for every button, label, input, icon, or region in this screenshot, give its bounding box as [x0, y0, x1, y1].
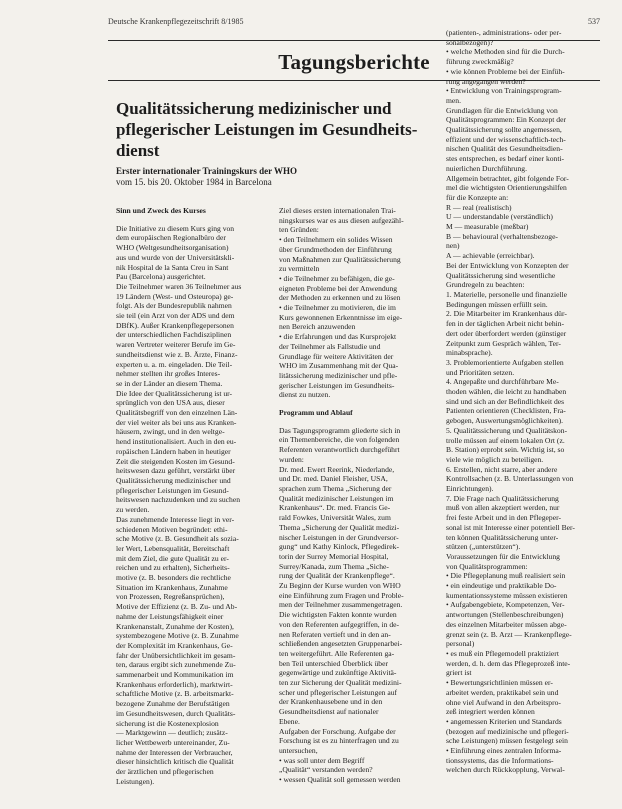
text-line: 6. Erstellen, nicht starre, aber andere [446, 464, 558, 474]
text-line: Pau (Barcelona) ausgerichtet. [116, 272, 206, 282]
text-line: dieser hinsichtlich kritisch die Qualität [116, 757, 234, 767]
text-line: Zu Beginn der Kurse wurden von WHO [279, 581, 401, 591]
text-line: der viel weiter als bei uns aus Kranken- [116, 417, 237, 427]
text-line: sind und sich an der Befindlichkeit des [446, 396, 565, 406]
text-line: Kontrollsachen (z. B. Unterlassungen von [446, 474, 574, 484]
column-3 [446, 28, 600, 775]
spacer [279, 400, 436, 408]
article-title-line: pflegerischer Leistungen im Gesundheits- [116, 120, 418, 139]
text-line: „Qualität“ verstanden werden? [279, 765, 373, 775]
text-line: Grundlage für weitere Aktivitäten der [279, 351, 394, 361]
text-line: A — achievable (erreichbar). [446, 251, 535, 261]
text-line: der ärztlichen und pflegerischen [116, 767, 214, 777]
text-line: der Teilnehmer als Fallstudie und [279, 341, 381, 351]
text-line: von Qualitätsprogrammen: [446, 561, 528, 571]
text-line: WHO im Zusammenhang mit der Qua- [279, 361, 399, 371]
text-line: • wie können Probleme bei der Einfüh- [446, 66, 565, 76]
text-line: heitswesen nachzudenken und zu suchen [116, 495, 240, 505]
text-line: muß von allen akzeptiert werden, nur [446, 503, 560, 513]
subtitle-date: vom 15. bis 20. Oktober 1984 in Barcelona [116, 177, 272, 187]
column-2 [279, 206, 436, 785]
text-line: und Dr. med. Daniel Fleisher, USA, [279, 474, 388, 484]
text-line: der unterschiedlichen Fachdisziplinen [116, 330, 232, 340]
text-line: motive (z. B. besonders die rechtliche [116, 573, 231, 583]
text-line: U — understandable (verständlich) [446, 212, 553, 222]
text-line: • Entwicklung von Trainingsprogram- [446, 86, 562, 96]
text-line: gegenwärtige und zukünftige Aktivitä- [279, 668, 397, 678]
text-line: häusern, zwingt, und in den weltge- [116, 427, 225, 437]
text-line: 2. Die Mitarbeiter im Krankenhaus dür- [446, 309, 567, 319]
text-line: • es muß ein Pflegemodell praktiziert [446, 649, 559, 658]
text-line: schließenden angesetzten Gruppenarbei- [279, 639, 403, 649]
text-line: nischen Qualität des Gesundheitsdien- [446, 144, 563, 154]
text-line: Leistungen). [116, 776, 155, 786]
text-line: • welche Methoden sind für die Durch- [446, 47, 565, 57]
text-line: 5. Qualitätssicherung und Qualitätskon- [446, 425, 568, 435]
text-line: sprachen zum Thema „Sicherung der [279, 483, 392, 493]
text-line: des einzelnen Mitarbeiter müssen abge- [446, 619, 567, 629]
text-line: WHO (Weltgesundheitsorganisation) [116, 243, 229, 253]
text-line: der Krankenhausebene und in den [279, 697, 383, 707]
text-line: • ein eindeutige und praktikable Do- [446, 581, 557, 591]
text-line: minabsprache). [446, 348, 493, 358]
text-line: licher Wettbewerb untereinander, Zu- [116, 737, 230, 747]
text-line: Einrichtungen). [446, 484, 494, 494]
text-line: zeß integriert werden können [446, 707, 535, 717]
text-line: experten u. a. m. eingeladen. Die Teil- [116, 359, 233, 369]
text-line: 4. Angepaßte und durchführbare Me- [446, 377, 559, 387]
text-line: • die Teilnehmer zu motivieren, die im [279, 303, 396, 313]
text-line: R — real (realistisch) [446, 202, 512, 212]
text-line: Aufgaben der Forschung. Aufgabe der [279, 726, 396, 736]
text-line: Qualitätssicherung medizinischer und [116, 475, 231, 485]
text-line: Qualitätssicherung sollte angemessen, [446, 125, 562, 135]
text-line: werden, d. h. dem das Pflegeprozeß inte- [446, 658, 571, 668]
text-line: • Einführung eines zentralen Informa- [446, 746, 562, 756]
text-line: ohne viel Aufwand in den Arbeitspro- [446, 697, 561, 707]
text-line: • was soll unter dem Begriff [279, 755, 365, 765]
text-line: nuierlichen Durchführung. [446, 163, 527, 173]
text-line: Forschung ist es zu hinterfragen und zu [279, 736, 399, 746]
text-line: untersuchen, [279, 745, 318, 755]
text-line: Situation im Krankenhaus, Zunahme [116, 582, 228, 592]
text-line: • die Erfahrungen und das Kursprojekt [279, 332, 397, 342]
text-line: dienst zu nutzen. [279, 390, 331, 400]
subtitle-line: Erster internationaler Trainingskurs der WHO [116, 166, 298, 176]
text-line: ten weitergeführt. Alle Referenten ga- [279, 648, 395, 658]
text-line: rald Fowkes, Universität Wales, zum [279, 513, 391, 523]
text-line: nen) [446, 241, 460, 251]
text-line: mit dem Ziel, die gute Qualität zu er- [116, 553, 229, 563]
text-line: litätssicherung medizinischer und pfle- [279, 370, 398, 380]
text-line: Grundregeln zu beachten: [446, 280, 525, 290]
text-line: personal) [446, 639, 475, 649]
text-line: Qualitätsbegriff von den einzelnen Län- [116, 408, 238, 418]
text-line: ningskurses war es aus diesen aufgezähl- [279, 215, 404, 225]
text-line: ten zur Sicherung der Qualität medizini- [279, 678, 402, 688]
text-line: sonal ist mit Interesse einer potentiell Ber- [446, 522, 575, 532]
text-line: für die Konzepte an: [446, 192, 509, 202]
text-line: stützen („unterstützen“). [446, 542, 521, 552]
text-line: B — behavioural (verhaltensbezoge- [446, 231, 558, 241]
text-line: welchen durch Rückkopplung, Verwal- [446, 765, 565, 775]
text-line: 3. Problemorientierte Aufgaben stellen [446, 357, 564, 367]
text-line: scher und pflegerischer Leistungen auf [279, 687, 398, 697]
text-line: • die Teilnehmer zu befähigen, die ge- [279, 273, 395, 283]
text-line: men der Teilnehmer zusammengetragen. [279, 600, 403, 610]
text-line: Qualität medizinischer Leistungen im [279, 493, 394, 503]
text-line: nen Bereich anzuwenden [279, 322, 356, 332]
text-line: gerischer Leistungen im Gesundheits- [279, 380, 395, 390]
text-line: ropäischen Ländern haben in heutiger [116, 446, 231, 456]
text-line: Qualitätssicherung sind wesentliche [446, 270, 556, 280]
text-line: tionssystems, das die Informations- [446, 755, 554, 765]
text-line: der Methoden zu erkennen und zu lösen [279, 293, 401, 303]
text-line: kumentationssysteme müssen existieren [446, 590, 568, 600]
text-line: 7. Die Frage nach Qualitätssicherung [446, 493, 559, 503]
text-line: Zeitpunkt zum Gespräch wählen, Ter- [446, 338, 561, 348]
text-line: — Marktgewinn — deutlich; zusätz- [116, 728, 228, 738]
text-line: zu werden. [116, 505, 150, 515]
text-line: pflegerischer Leistungen im Gesund- [116, 485, 229, 495]
text-line: nen Referaten vertieft und in den an- [279, 629, 391, 639]
text-line: DBfK). Außer Krankenpflegepersonen [116, 320, 234, 330]
page-number: 537 [588, 17, 600, 26]
column-1 [116, 206, 270, 786]
text-line: von den Referenten aufgegriffen, in de- [279, 619, 400, 629]
text-line: Surrey/Kanada, zum Thema „Siche- [279, 561, 389, 571]
text-line: im Gesundheitswesen, durch Qualitäts- [116, 708, 236, 718]
text-line: Grundlagen für die Entwicklung von [446, 105, 558, 115]
running-head-journal: Deutsche Krankenpflegezeitschrift 8/1985 [108, 17, 244, 26]
text-line: ler Wert, Lebensqualität, Bereitschaft [116, 543, 230, 553]
text-line: rung angegangen werden? [446, 76, 526, 86]
text-line: sammenarbeit und Kommunikation im [116, 670, 234, 680]
text-line: ten, daraus ergibt sich zunehmende Zu- [116, 660, 236, 670]
text-line: frei feste Arbeit und in den Pflegeper- [446, 513, 561, 523]
text-line: und Prioritäten setzen. [446, 367, 515, 377]
text-line: • Bewertungsrichtlinien müssen er- [446, 678, 553, 688]
text-line: • Die Pflegeplanung muß realisiert sein [446, 571, 566, 581]
text-line: Die Initiative zu diesem Kurs ging von [116, 223, 235, 233]
text-line: aus und wurde von der Universitätskli- [116, 252, 235, 262]
text-line: gebogen, Auswertungsmöglichkeiten). [446, 416, 564, 426]
text-line: nik Hospital de la Santa Creu in Sant [116, 262, 229, 272]
text-line: von Prozessen, Regreßansprüchen), [116, 592, 225, 602]
text-line: Patienten orientieren (Checklisten, Fra- [446, 406, 566, 416]
text-line: sonalbezogen)? [446, 37, 494, 47]
text-line: sicherung ist die Kostenexplosion [116, 718, 219, 728]
text-line: Krankenhaus erforderlich), marktwirt- [116, 679, 233, 689]
text-line: stes entsprechen, es bedarf einer konti- [446, 154, 565, 164]
text-line: Thema „Sicherung der Qualität medizi- [279, 522, 400, 532]
text-line: griert ist [446, 668, 472, 678]
text-line: Ebene. [279, 716, 300, 726]
text-line: • wessen Qualität soll gemessen werden [279, 775, 401, 785]
text-line: wurden: [279, 454, 304, 464]
text-line: ten können Qualitätssicherung unter- [446, 532, 559, 542]
text-line: sie teil (ein Arzt von der ADS und dem [116, 311, 235, 321]
text-line: Das Tagungsprogramm gliederte sich in [279, 425, 401, 435]
text-line: Gesundheitsdienst auf nationaler [279, 707, 379, 717]
text-line: (patienten-, administrations- oder per- [446, 28, 562, 37]
running-head [108, 17, 600, 26]
text-line: rung der Qualität der Krankenpflege“. [279, 571, 395, 581]
text-line: bezogene Zunahme der Berufstätigen [116, 699, 230, 709]
text-line: eine Einführung zum Fragen und Proble- [279, 590, 404, 600]
text-line: Kurs gewonnenen Erkenntnisse im eige- [279, 312, 403, 322]
text-line: folgt. Als der Bundesrepublik nahmen [116, 301, 232, 311]
text-line: se in der Länder an diesem Thema. [116, 378, 223, 388]
text-line: Das zunehmende Interesse liegt in ver- [116, 514, 235, 524]
text-line: (bezogen auf medizinische und pflegeri- [446, 726, 569, 736]
text-line: Zeit die steigenden Kosten im Gesund- [116, 456, 235, 466]
text-line: Motive der Effizienz (z. B. Zu- und Ab- [116, 602, 238, 612]
text-line: dert oder überfordert werden (günstiger [446, 328, 567, 338]
article-title-line: dienst [116, 141, 160, 160]
text-line: Die Teilnehmer waren 36 Teilnehmer aus [116, 281, 242, 291]
text-line: nahme der Interessen der Verbraucher, [116, 747, 233, 757]
text-line: Bedingungen müssen erfüllt sein. [446, 299, 548, 309]
text-line: fen in der täglichen Arbeit nicht behin- [446, 319, 565, 329]
section-title: Tagungsberichte [278, 50, 430, 74]
text-line: sundheitsdienst wie z. B. Ärzte, Finanz- [116, 349, 238, 359]
text-line: antwortungen (Stellenbeschreibungen) [446, 610, 564, 620]
article-title [116, 98, 416, 161]
text-line: effizient und der wissenschaftlich-tech- [446, 134, 566, 144]
text-line: Krankenanstalt, Zunahme der Kosten), [116, 621, 234, 631]
section-heading: Sinn und Zweck des Kurses [116, 206, 206, 215]
text-line: nahme der Leistungsfähigkeit einer [116, 611, 224, 621]
text-line: • Aufgabengebiete, Kompetenzen, Ver- [446, 600, 565, 610]
text-line: der Komplexität im Krankenhaus, Ge- [116, 640, 233, 650]
text-line: Referenten verantwortlich durchgeführt [279, 445, 400, 455]
text-line: waren Vertreter weiterer Berufe im Ge- [116, 340, 236, 350]
text-line: thoden wählen, die leicht zu handhaben [446, 387, 567, 397]
text-line: torin der Surrey Memorial Hospital, [279, 551, 389, 561]
text-line: dem europäischen Regionalbüro der [116, 233, 226, 243]
text-line: Bei der Entwicklung von Konzepten der [446, 260, 569, 270]
text-line: ten Gründen: [279, 225, 319, 235]
text-line: heitswesen dazu geführt, verstärkt über [116, 466, 236, 476]
article-subtitle [116, 166, 426, 188]
text-line: reichen und zu erhalten), Sicherheits- [116, 563, 230, 573]
text-line: sprünglich von den USA aus, dieser [116, 398, 225, 408]
text-line: gung“ und Kathy Kinlock, Pflegedirek- [279, 542, 399, 552]
text-line: mel die wichtigsten Orientierungshilfen [446, 183, 567, 193]
text-line: nehmer stellten ihr großes Interes- [116, 369, 221, 379]
text-line: 19 Ländern (West- und Osteuropa) ge- [116, 291, 234, 301]
text-line: grenzt sein (z. B. Arzt — Krankenpflege- [446, 629, 572, 639]
text-line: viele wie möglich zu beteiligen. [446, 454, 544, 464]
text-line: Ziel dieses ersten internationalen Trai- [279, 206, 396, 215]
text-line: • angemessen Kriterien und Standards [446, 716, 562, 726]
text-line: • den Teilnehmern ein solides Wissen [279, 235, 393, 245]
text-line: sche Motive (z. B. Gesundheit als sozia- [116, 534, 239, 544]
article-title-line: Qualitätssicherung medizinischer und [116, 99, 392, 118]
text-line: Allgemein betrachtet, gibt folgende For- [446, 173, 569, 183]
text-line: M — measurable (meßbar) [446, 222, 529, 232]
section-heading: Programm und Ablauf [279, 408, 353, 418]
text-line: men. [446, 95, 461, 105]
text-line: Qualitätsprogrammen: Ein Konzept der [446, 115, 566, 125]
text-line: arbeitet werden, praktikabel sein und [446, 687, 559, 697]
text-line: 1. Materielle, personelle und finanzielle [446, 289, 568, 299]
text-line: ein Themenbereiche, die von folgenden [279, 435, 400, 445]
text-line: zu vermitteln [279, 264, 320, 274]
text-line: Die Idee der Qualitätssicherung ist ur- [116, 388, 233, 398]
text-line: trolle müssen auf einem lokalen Ort (z. [446, 435, 565, 445]
text-line: fahr der Unübersichtlichkeit im gesam- [116, 650, 236, 660]
text-line: Die wichtigsten Fakten konnte wurden [279, 610, 397, 620]
text-line: schiedenen Motiven begründet: ethi- [116, 524, 228, 534]
text-line: über Grundmethoden der Einführung [279, 244, 392, 254]
text-line: systembezogene Motive (z. B. Zunahme [116, 631, 239, 641]
text-line: führung zweckmäßig? [446, 57, 514, 67]
text-line: eigneten Probleme bei der Anwendung [279, 283, 398, 293]
text-line: von Maßnahmen zur Qualitätssicherung [279, 254, 401, 264]
text-line: Krankenhaus“. Dr. med. Francis Ge- [279, 503, 391, 513]
text-line: nischer Leistungen in der Grundversor- [279, 532, 399, 542]
text-line: hend institutionalisiert. Auch in den eu- [116, 437, 237, 447]
text-line: Dr. med. Ewert Reerink, Niederlande, [279, 464, 395, 474]
text-line: B. Station) erprobt sein. Wichtig ist, so [446, 445, 565, 455]
text-line: sche Leistungen) müssen festgelegt sein [446, 736, 568, 746]
text-line: Voraussetzungen für die Entwicklung [446, 551, 560, 561]
text-line: ben Teil unterschied Überblick über [279, 658, 388, 668]
text-line: schaftliche Motive (z. B. arbeitsmarkt- [116, 689, 234, 699]
